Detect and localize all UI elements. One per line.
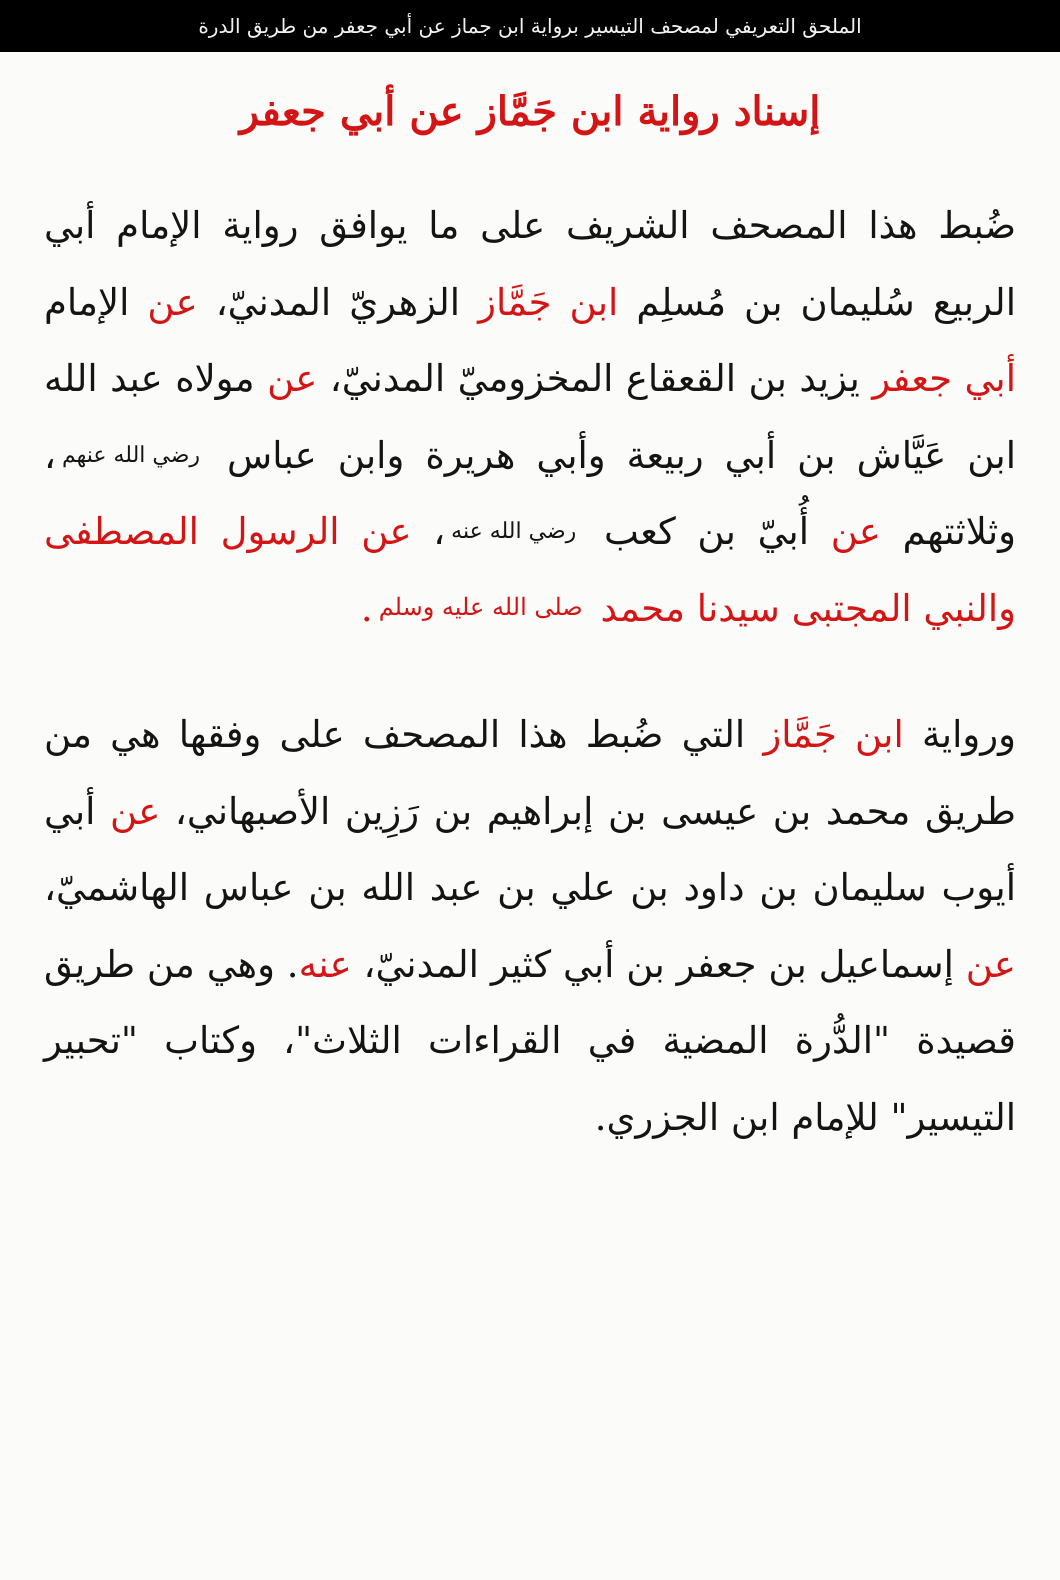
text-segment: أبي أيوب سليمان بن داود بن علي بن عبد الله بن عباس الهاشميّ،: [44, 789, 1016, 909]
highlighted-text: عن: [965, 942, 1016, 986]
page-title: إسناد رواية ابن جَمَّاز عن أبي جعفر: [239, 88, 821, 135]
text-segment: . وهي من طريق قصيدة "الدُّرة المضية في القراءات الثلاث"، وكتاب "تحبير التيسير" للإمام ابن الجزري.: [44, 942, 1016, 1139]
honorific-glyph: رضي الله عنه: [451, 519, 577, 544]
text-segment: التي ضُبط هذا المصحف على وفقها هي من طريق محمد بن عيسى بن إبراهيم بن رَزِين الأصبهاني،: [44, 713, 1016, 833]
honorific-glyph: صلى الله عليه وسلم: [378, 592, 583, 621]
text-segment: الزهريّ المدنيّ،: [197, 280, 479, 324]
paragraph-chain-of-narration: [44, 188, 1016, 647]
highlighted-text: عن: [147, 280, 198, 324]
header-text: الملحق التعريفي لمصحف التيسير برواية ابن جماز عن أبي جعفر من طريق الدرة: [198, 14, 862, 38]
text-segment: أُبيّ بن كعب: [582, 510, 831, 553]
text-segment: ضُبط هذا المصحف الشريف على ما يوافق رواية الإمام أبي الربيع سُليمان بن مُسلِم: [44, 204, 1016, 324]
paragraph-transmission-path: [44, 697, 1016, 1156]
header-bar: [0, 0, 1060, 52]
highlighted-text: ابن جَمَّاز: [478, 280, 619, 324]
highlighted-text: عنه: [298, 942, 352, 986]
text-segment: إسماعيل بن جعفر بن أبي كثير المدنيّ،: [351, 942, 966, 986]
text-segment: مولاه عبد الله ابن عَيَّاش بن أبي ربيعة وأبي هريرة وابن عباس: [44, 357, 1016, 477]
text-segment: يزيد بن القعقاع المخزوميّ المدنيّ،: [317, 357, 873, 400]
highlighted-text: أبي جعفر: [872, 357, 1016, 400]
highlighted-text: عن: [267, 357, 318, 400]
highlighted-text: عن: [110, 789, 161, 833]
honorific-glyph: رضي الله عنهم: [61, 442, 201, 468]
text-segment: ورواية: [903, 713, 1016, 756]
highlighted-text: .: [360, 586, 373, 630]
text-segment: الإمام: [44, 280, 148, 324]
highlighted-text: ابن جَمَّاز: [763, 713, 904, 756]
text-segment: [589, 587, 601, 630]
text-segment: ، وثلاثتهم: [44, 433, 1017, 553]
highlighted-text: عن: [830, 510, 881, 553]
text-segment: ،: [411, 510, 446, 553]
highlighted-text: عن الرسول المصطفى والنبي المجتبى سيدنا محمد: [44, 510, 1016, 630]
document-body: [0, 188, 1060, 1156]
